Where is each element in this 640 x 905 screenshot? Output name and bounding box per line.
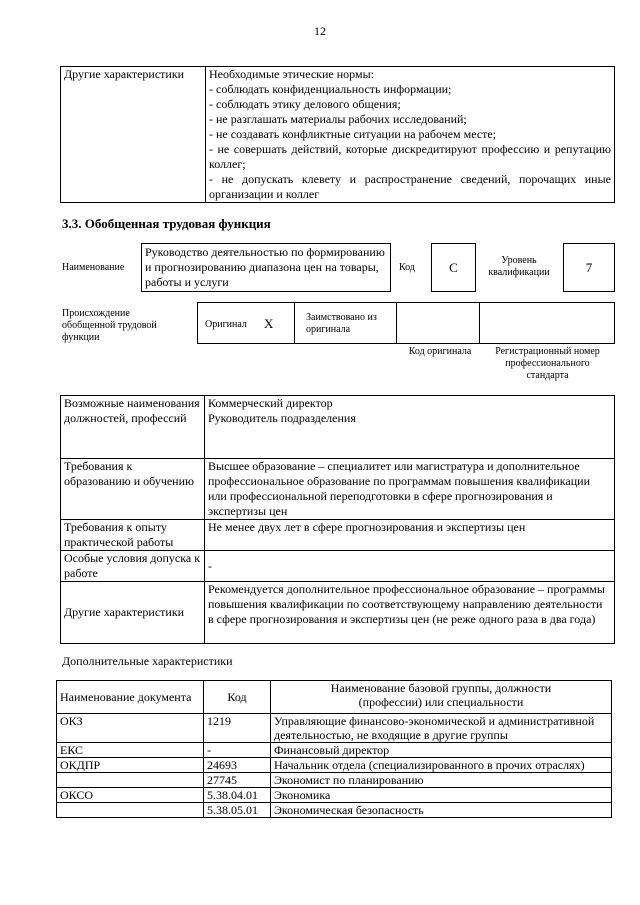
origin-divider bbox=[396, 302, 397, 344]
reg-number-caption: Регистрационный номер профессионального стандарта bbox=[495, 346, 600, 381]
original-mark: X bbox=[264, 316, 274, 331]
special-conditions-label: Особые условия допуска к работе bbox=[61, 551, 205, 582]
table-row bbox=[57, 788, 612, 803]
code-cell: 5.38.05.01 bbox=[204, 803, 271, 818]
group-name-cell: Экономическая безопасность bbox=[271, 803, 612, 818]
qualification-table bbox=[60, 395, 615, 644]
code-cell: 1219 bbox=[204, 714, 271, 743]
header-code: Код bbox=[204, 681, 271, 714]
group-name-cell: Экономист по планированию bbox=[271, 773, 612, 788]
group-name-cell: Финансовый директор bbox=[271, 743, 612, 758]
ethics-line: - соблюдать конфиденциальность информации; bbox=[209, 82, 452, 96]
ethics-line: - соблюдать этику делового общения; bbox=[209, 97, 401, 111]
doc-name-cell: ОКСО bbox=[57, 788, 204, 803]
code-box: С bbox=[431, 243, 476, 292]
origin-box bbox=[197, 302, 615, 344]
header-group-name: Наименование базовой группы, должности (профессии) или специальности bbox=[271, 681, 612, 714]
positions-label: Возможные наименования должностей, профессий bbox=[61, 396, 205, 459]
group-name-cell: Начальник отдела (специализированного в прочих отраслях) bbox=[271, 758, 612, 773]
doc-name-cell bbox=[57, 773, 204, 788]
table-row bbox=[57, 758, 612, 773]
table-row bbox=[57, 803, 612, 818]
experience-label: Требования к опыту практической работы bbox=[61, 520, 205, 551]
origin-label: Происхождение обобщенной трудовой функции bbox=[62, 308, 157, 343]
other-value: Рекомендуется дополнительное профессиональное образование – программы повышения квалификации по соответствующему направлению деятельности в сфере прогнозирования и экспертизы цен (не реже одного раза в два года) bbox=[205, 582, 615, 644]
ethics-line: - не совершать действий, которые дискредитируют профессию и репутацию коллег; bbox=[209, 142, 611, 171]
code-cell: - bbox=[204, 743, 271, 758]
doc-name-cell bbox=[57, 803, 204, 818]
other-characteristics-table bbox=[60, 66, 615, 203]
additional-characteristics-table bbox=[56, 680, 612, 818]
header-doc-name: Наименование документа bbox=[57, 681, 204, 714]
other-characteristics-label: Другие характеристики bbox=[61, 67, 206, 203]
original-label: Оригинал bbox=[205, 319, 247, 330]
borrowed-label: Заимствовано из оригинала bbox=[306, 312, 377, 335]
special-conditions-value: - bbox=[205, 551, 615, 582]
code-original-caption: Код оригинала bbox=[408, 346, 472, 357]
table-row bbox=[57, 714, 612, 743]
ethics-norms-cell bbox=[206, 67, 615, 203]
other-label: Другие характеристики bbox=[61, 582, 205, 644]
code-label: Код bbox=[399, 262, 415, 273]
education-value: Высшее образование – специалитет или магистратура и дополнительное профессиональное образование по программам повышения квалификации или профессиональной переподготовки в сфере прогнозирования и экспертизы цен bbox=[205, 459, 615, 520]
ethics-line: Необходимые этические нормы: bbox=[209, 67, 374, 81]
function-name-box: Руководство деятельностью по формированию и прогнозированию диапазона цен на товары, работы и услуги bbox=[141, 243, 391, 292]
doc-name-cell: ОКЗ bbox=[57, 714, 204, 743]
code-cell: 5.38.04.01 bbox=[204, 788, 271, 803]
group-name-cell: Управляющие финансово-экономической и административной деятельностью, не входящие в другие группы bbox=[271, 714, 612, 743]
level-box: 7 bbox=[563, 243, 615, 292]
name-label: Наименование bbox=[62, 262, 125, 273]
doc-name-cell: ОКДПР bbox=[57, 758, 204, 773]
level-label: Уровень квалификации bbox=[488, 255, 550, 278]
origin-divider bbox=[479, 302, 480, 344]
doc-name-cell: ЕКС bbox=[57, 743, 204, 758]
additional-title: Дополнительные характеристики bbox=[62, 654, 233, 668]
ethics-line: - не разглашать материалы рабочих исследований; bbox=[209, 112, 467, 126]
code-cell: 27745 bbox=[204, 773, 271, 788]
group-name-cell: Экономика bbox=[271, 788, 612, 803]
page-number: 12 bbox=[314, 24, 326, 38]
table-row bbox=[57, 743, 612, 758]
education-label: Требования к образованию и обучению bbox=[61, 459, 205, 520]
table-row bbox=[57, 773, 612, 788]
ethics-line: - не допускать клевету и распространение сведений, порочащих иные организации и коллег bbox=[209, 172, 611, 201]
code-cell: 24693 bbox=[204, 758, 271, 773]
ethics-line: - не создавать конфликтные ситуации на рабочем месте; bbox=[209, 127, 497, 141]
positions-value: Коммерческий директор Руководитель подразделения bbox=[205, 396, 615, 459]
section-title: 3.3. Обобщенная трудовая функция bbox=[62, 216, 271, 231]
experience-value: Не менее двух лет в сфере прогнозирования и экспертизы цен bbox=[205, 520, 615, 551]
origin-divider bbox=[294, 302, 295, 344]
